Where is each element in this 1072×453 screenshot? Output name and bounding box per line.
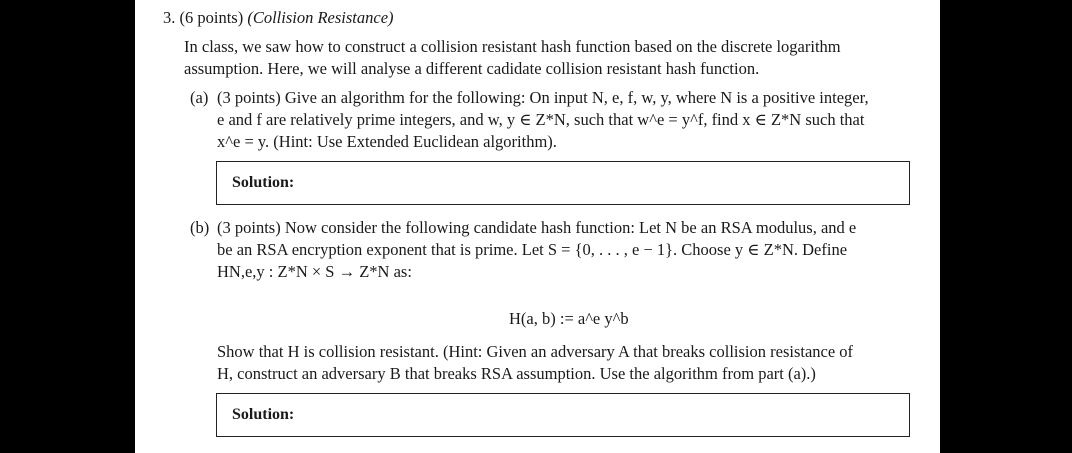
part-b-show-line-2: H, construct an adversary B that breaks RSA assumption. Use the algorithm from part (a).) bbox=[217, 364, 816, 383]
part-b-solution-label: Solution: bbox=[232, 406, 295, 423]
part-a-solution-box[interactable] bbox=[216, 161, 910, 205]
part-b-line-2: be an RSA encryption exponent that is prime. Let S = {0, . . . , e − 1}. Choose y ∈ Z*N. Define bbox=[217, 240, 848, 259]
intro-line-1: In class, we saw how to construct a collision resistant hash function based on the discrete logarithm bbox=[184, 37, 841, 56]
intro-line-2: assumption. Here, we will analyse a different cadidate collision resistant hash function. bbox=[184, 59, 760, 78]
part-b-solution-box[interactable] bbox=[216, 393, 910, 437]
part-b-label: (b) bbox=[190, 218, 210, 237]
question-number: 3. bbox=[163, 8, 176, 27]
part-a-solution-label: Solution: bbox=[232, 174, 295, 191]
part-a-label: (a) bbox=[190, 88, 209, 107]
part-a-line-3: x^e = y. (Hint: Use Extended Euclidean algorithm). bbox=[217, 132, 557, 151]
hash-equation: H(a, b) := a^e y^b bbox=[509, 309, 629, 328]
part-a-line-1: (3 points) Give an algorithm for the following: On input N, e, f, w, y, where N is a positive integer, bbox=[217, 88, 869, 107]
part-b-line-3: HN,e,y : Z*N × S → Z*N as: bbox=[217, 262, 412, 281]
part-b-line-1: (3 points) Now consider the following candidate hash function: Let N be an RSA modulus, and e bbox=[217, 218, 857, 237]
part-a-line-2: e and f are relatively prime integers, and w, y ∈ Z*N, such that w^e = y^f, find x ∈ Z*N such that bbox=[217, 110, 865, 129]
question-points: (6 points) bbox=[179, 8, 244, 27]
document-page bbox=[135, 0, 940, 453]
part-b-show-line-1: Show that H is collision resistant. (Hint: Given an adversary A that breaks collision resistance of bbox=[217, 342, 854, 361]
question-title: (Collision Resistance) bbox=[247, 8, 394, 27]
question-heading bbox=[163, 8, 394, 28]
